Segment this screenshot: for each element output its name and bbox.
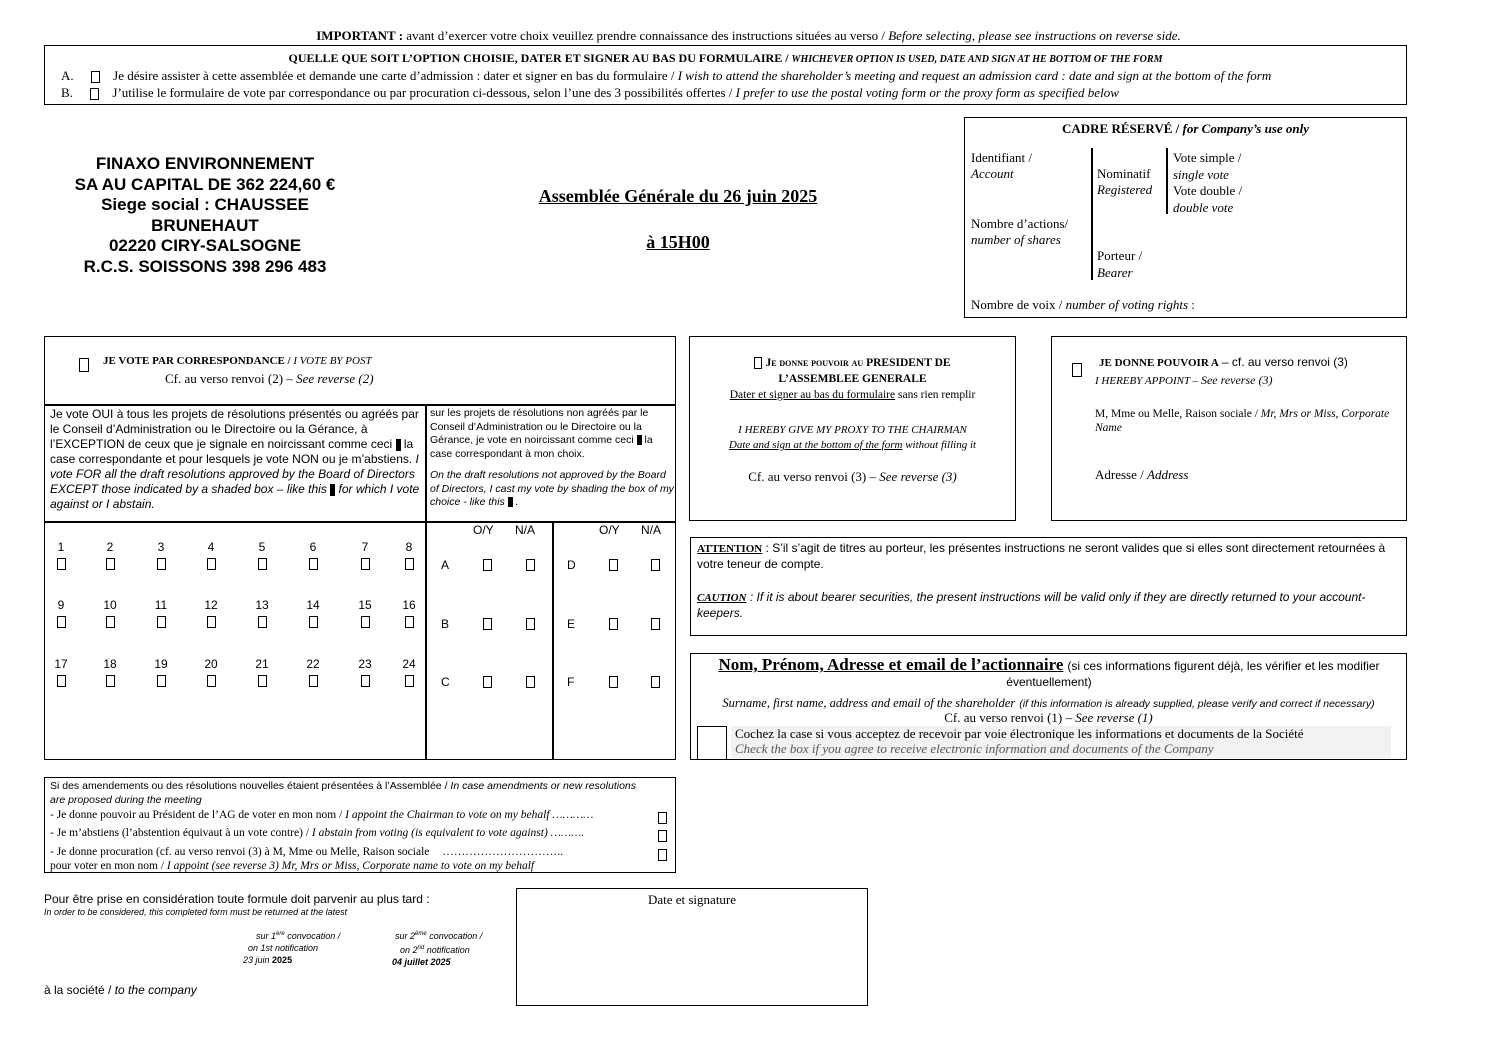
company-en: to the company <box>114 983 197 997</box>
reserved-vote-double: Vote double / <box>1173 183 1243 198</box>
resolution-number: 7 <box>361 540 369 554</box>
no-abstain-checkbox[interactable] <box>526 618 535 630</box>
amendments-opt3-dots: ………………………….. <box>442 846 564 858</box>
c1-conv: convocation / <box>287 931 341 941</box>
proxy-president-en-2-u: Date and sign at the bottom of the form <box>728 439 903 451</box>
c2-conv: convocation / <box>429 931 483 941</box>
attention-label: ATTENTION <box>697 543 763 555</box>
c2-en: notification <box>426 945 470 955</box>
amendments-intro-en: In case amendments or new resolutions are proposed during the meeting <box>50 780 637 806</box>
reserved-divider-2 <box>1166 148 1168 214</box>
resolution-number: 11 <box>154 598 168 612</box>
resolution-checkbox[interactable] <box>258 558 267 570</box>
vote-post-left-en-2: for which I vote against or I abstain. <box>50 482 420 511</box>
proxy-other-title-ref: – cf. au verso renvoi (3) <box>1221 355 1348 369</box>
proxy-other-en-ref: See reverse (3) <box>1200 373 1273 387</box>
important-fr: avant d’exercer votre choix veuillez prendre connaissance des instructions situées au verso / <box>406 28 885 43</box>
shareholder-title-note: (si ces informations figurent déjà, les vérifier et les modifier éventuellement) <box>1006 659 1380 689</box>
resolution-number: 20 <box>204 657 218 671</box>
c1-year: 2025 <box>272 955 293 965</box>
proxy-president-title-2: L’ASSEMBLEE GENERALE <box>778 373 927 385</box>
c2-date: 04 juillet 2025 <box>392 957 451 967</box>
resolution-number: 16 <box>402 598 416 612</box>
option-b-letter: B. <box>61 85 73 100</box>
no-abstain-checkbox[interactable] <box>651 618 660 630</box>
resolution-number: 10 <box>103 598 117 612</box>
vote-post-ref-fr: Cf. au verso renvoi (2) – <box>165 371 293 386</box>
amendments-opt3-fr: - Je donne procuration (cf. au verso renvoi (3) à M, Mme ou Melle, Raison sociale <box>50 846 430 858</box>
resolution-letter: F <box>567 675 575 689</box>
attention-text: : S’il s’agit de titres au porteur, les présentes instructions ne seront valides que si elles sont directement retournées à votre teneur de compte. <box>697 541 1386 571</box>
resolution-number: 1 <box>57 540 65 554</box>
attention-box <box>690 537 1407 636</box>
vote-post-hline-1 <box>45 404 675 406</box>
deadline-col-1 <box>240 928 340 966</box>
caution-text: : If it is about bearer securities, the present instructions will be valid only if they are directly returned to your account-keepers. <box>697 590 1366 620</box>
reserved-nombre-voix: Nombre de voix / <box>971 297 1063 312</box>
resolution-checkbox[interactable] <box>157 558 166 570</box>
amendments-box <box>44 777 676 873</box>
reserved-identifiant: Identifiant / <box>971 150 1033 165</box>
reserved-number-shares: number of shares <box>971 232 1061 247</box>
resolution-checkbox[interactable] <box>258 616 267 628</box>
c1-en: on 1st notification <box>248 943 319 953</box>
amendments-intro-fr: Si des amendements ou des résolutions nouvelles étaient présentées à l’Assemblée / <box>50 780 448 792</box>
proxy-president-title-1: Je donne pouvoir au PRESIDENT DE <box>765 357 951 369</box>
reserved-nombre-actions: Nombre d’actions/ <box>971 216 1069 231</box>
shade-sample-icon <box>330 484 335 496</box>
resolution-number: 22 <box>306 657 320 671</box>
deadline-en: In order to be considered, this completed form must be returned at the latest <box>44 907 348 917</box>
option-a-checkbox[interactable] <box>91 71 100 83</box>
proxy-other-name-en: Mr, Mrs or Miss, Corporate Name <box>1095 408 1390 434</box>
vote-post-left-fr-2: la case correspondante et pour lesquels je vote NON ou je m’abstiens. <box>50 437 414 466</box>
signature-box[interactable] <box>516 888 868 1006</box>
company-rcs: R.C.S. SOISSONS 398 296 483 <box>83 256 327 276</box>
consent-en: Check the box if you agree to receive electronic information and documents of the Company <box>735 741 1214 756</box>
vote-post-right-fr-1: sur les projets de résolutions non agréés par le Conseil d’Administration ou le Directoire ou la Gérance, je vote en noircissant comme ceci <box>430 407 649 446</box>
shade-sample-icon <box>396 439 401 451</box>
to-company <box>44 983 197 997</box>
reserved-bearer: Bearer <box>1097 264 1133 280</box>
resolution-number: 23 <box>358 657 372 671</box>
reserved-registered: Registered <box>1097 182 1153 197</box>
resolution-checkbox[interactable] <box>361 558 370 570</box>
no-abstain-checkbox[interactable] <box>651 676 660 688</box>
amendments-opt1-fr: - Je donne pouvoir au Président de l’AG de voter en mon nom / <box>50 809 343 821</box>
option-title-en: WHICHEVER OPTION IS USED, DATE AND SIGN AT HE BOTTOM OF THE FORM <box>791 54 1163 65</box>
option-a-fr: Je désire assister à cette assemblée et demande une carte d’admission : dater et signer en bas du formulaire / <box>113 68 675 83</box>
shareholder-en: Surname, first name, address and email of the shareholder <box>722 696 1016 710</box>
resolution-checkbox[interactable] <box>57 558 66 570</box>
amendments-opt2-checkbox[interactable] <box>658 830 667 842</box>
resolution-checkbox[interactable] <box>361 675 370 687</box>
proxy-president-en-2: without filling it <box>905 439 977 451</box>
resolution-letter: B <box>441 617 450 631</box>
proxy-other-addr-en: Address <box>1147 467 1189 482</box>
resolution-number: 18 <box>103 657 117 671</box>
resolution-checkbox[interactable] <box>106 675 115 687</box>
resolution-checkbox[interactable] <box>405 558 414 570</box>
vote-post-ref-en: See reverse (2) <box>296 371 374 386</box>
vote-post-left-fr-1: Je vote OUI à tous les projets de résolutions présentés ou agréés par le Conseil d’Administration ou le Directoire ou la Gérance, à l’EXCEPTION de ceux que je signale en noircissant comme ceci <box>50 407 419 451</box>
option-box <box>44 45 1407 105</box>
resolution-checkbox[interactable] <box>106 558 115 570</box>
vote-post-vline-2 <box>552 521 554 759</box>
vote-post-right-fr-2: la case correspondant à mon choix. <box>430 434 653 460</box>
resolution-checkbox[interactable] <box>309 558 318 570</box>
resolution-checkbox[interactable] <box>106 616 115 628</box>
option-a-en: I wish to attend the shareholder’s meeting and request an admission card : date and sign at the bottom of the form <box>677 68 1272 83</box>
yes-checkbox[interactable] <box>609 676 618 688</box>
resolution-checkbox[interactable] <box>207 675 216 687</box>
consent-fr: Cochez la case si vous acceptez de recevoir par voie électronique les informations et documents de la Société <box>735 726 1304 741</box>
shareholder-title: Nom, Prénom, Adresse et email de l’actionnaire <box>718 655 1064 674</box>
vote-post-vline <box>425 404 427 759</box>
reserved-title-fr: CADRE RÉSERVÉ / <box>1061 121 1180 136</box>
reserved-colon: : <box>1191 297 1195 312</box>
proxy-president-checkbox[interactable] <box>754 357 762 369</box>
company-street: BRUNEHAUT <box>151 215 259 235</box>
resolution-checkbox[interactable] <box>258 675 267 687</box>
resolution-checkbox[interactable] <box>361 616 370 628</box>
proxy-president-sub-fr-u: Dater et signer au bas du formulaire <box>729 389 896 401</box>
reserved-divider-1 <box>1091 148 1093 280</box>
resolution-checkbox[interactable] <box>309 675 318 687</box>
company-name: FINAXO ENVIRONNEMENT <box>95 154 315 173</box>
shareholder-ref-en: See reverse (1) <box>1075 710 1153 725</box>
resolution-checkbox[interactable] <box>157 616 166 628</box>
na-header-right: N/A <box>641 523 662 537</box>
proxy-other-en: I HEREBY APPOINT – <box>1095 375 1199 387</box>
oy-header-right: O/Y <box>599 523 620 537</box>
yes-checkbox[interactable] <box>483 559 492 571</box>
amendments-opt1-checkbox[interactable] <box>658 812 667 824</box>
resolution-letter: E <box>567 617 576 631</box>
resolution-letter: A <box>441 558 450 572</box>
proxy-president-sub-fr: sans rien remplir <box>898 389 976 401</box>
reserved-title-en: for Company’s use only <box>1182 121 1310 136</box>
deadline-col-2 <box>392 928 482 968</box>
yes-checkbox[interactable] <box>483 618 492 630</box>
resolution-checkbox[interactable] <box>207 616 216 628</box>
reserved-porteur: Porteur / <box>1097 248 1143 263</box>
yes-checkbox[interactable] <box>609 618 618 630</box>
proxy-other-checkbox[interactable] <box>1072 363 1082 377</box>
no-abstain-checkbox[interactable] <box>526 676 535 688</box>
resolution-number: 21 <box>255 657 269 671</box>
resolution-number: 5 <box>258 540 266 554</box>
company-block <box>60 154 350 277</box>
resolution-checkbox[interactable] <box>405 675 414 687</box>
option-b-row <box>61 85 1119 101</box>
vote-post-right-text <box>430 407 674 510</box>
reserved-nominatif: Nominatif <box>1097 166 1151 181</box>
c1-sup: ère <box>276 931 285 937</box>
option-title-fr: QUELLE QUE SOIT L’OPTION CHOISIE, DATER ET SIGNER AU BAS DU FORMULAIRE / <box>288 51 789 65</box>
reserved-account: Account <box>971 166 1014 181</box>
resolution-checkbox[interactable] <box>405 616 414 628</box>
amendments-opt3-checkbox[interactable] <box>658 849 667 861</box>
shareholder-ref-fr: Cf. au verso renvoi (1) – <box>944 710 1073 725</box>
vote-post-left-en-1: I vote FOR all the draft resolutions approved by the Board of Directors EXCEPT those indicated by a shaded box – like this <box>50 452 419 496</box>
resolution-letter: D <box>567 558 576 572</box>
important-en: Before selecting, please see instructions on reverse side. <box>888 28 1181 43</box>
resolution-number: 4 <box>207 540 215 554</box>
c1-date: 23 juin <box>243 955 270 965</box>
proxy-other-title: JE DONNE POUVOIR A <box>1099 357 1219 369</box>
company-capital: SA AU CAPITAL DE 362 224,60 € <box>74 174 336 194</box>
amendments-opt2-fr: - Je m’abstiens (l’abstention équivaut à un vote contre) / <box>50 827 309 839</box>
resolution-number: 8 <box>405 540 413 554</box>
proxy-president-ref-en: See reverse (3) <box>879 469 957 484</box>
shade-sample-icon <box>637 435 642 445</box>
amendments-opt3-fr2: pour voter en mon nom / <box>50 860 165 872</box>
proxy-president-box <box>689 336 1016 521</box>
reserved-box <box>964 117 1407 318</box>
caution-label: CAUTION <box>697 592 747 604</box>
resolution-checkbox[interactable] <box>309 616 318 628</box>
yes-checkbox[interactable] <box>609 559 618 571</box>
resolution-checkbox[interactable] <box>157 675 166 687</box>
option-a-letter: A. <box>61 68 74 83</box>
vote-post-right-en-2: . <box>515 496 519 508</box>
important-notice <box>0 28 1497 44</box>
company-siege: Siege social : CHAUSSEE <box>101 195 309 214</box>
consent-checkbox[interactable] <box>697 726 727 759</box>
reserved-vote-simple: Vote simple / <box>1173 150 1242 165</box>
vote-post-title-fr: JE VOTE PAR CORRESPONDANCE / <box>103 355 291 367</box>
vote-post-box <box>44 336 676 760</box>
c1-sur: sur 1 <box>256 931 277 941</box>
no-abstain-checkbox[interactable] <box>526 559 535 571</box>
proxy-other-addr-fr: Adresse / <box>1095 467 1144 482</box>
c2-sup: ème <box>415 931 427 937</box>
vote-post-right-en-1: On the draft resolutions not approved by the Board of Directors, I cast my vote by shading the box of my choice - like this <box>430 469 674 508</box>
resolution-number: 6 <box>309 540 317 554</box>
amendments-opt1-en: I appoint the Chairman to vote on my behalf ………… <box>345 809 594 821</box>
resolution-number: 24 <box>402 657 416 671</box>
signature-label: Date et signature <box>647 892 737 907</box>
amendments-opt2-en: I abstain from voting (is equivalent to vote against) ………. <box>311 827 585 839</box>
vote-post-title-en: I VOTE BY POST <box>293 355 372 367</box>
proxy-president-en-1: I HEREBY GIVE MY PROXY TO THE CHAIRMAN <box>738 424 967 436</box>
resolution-checkbox[interactable] <box>207 558 216 570</box>
vote-post-checkbox[interactable] <box>79 358 89 372</box>
na-header-left: N/A <box>515 523 536 537</box>
proxy-president-ref-fr: Cf. au verso renvoi (3) – <box>748 469 877 484</box>
vote-post-hline-2 <box>45 521 675 523</box>
resolution-number: 12 <box>204 598 218 612</box>
vote-post-left-text <box>50 407 422 512</box>
yes-checkbox[interactable] <box>483 676 492 688</box>
resolution-number: 14 <box>306 598 320 612</box>
option-b-fr: J’utilise le formulaire de vote par correspondance ou par procuration ci-dessous, selon l’une des 3 possibilités offertes / <box>112 85 733 100</box>
resolution-number: 13 <box>255 598 269 612</box>
no-abstain-checkbox[interactable] <box>651 559 660 571</box>
reserved-double-vote: double vote <box>1173 199 1234 215</box>
consent-row <box>731 726 1391 758</box>
important-label: IMPORTANT : <box>316 28 404 43</box>
meeting-time: à 15H00 <box>646 232 710 252</box>
resolution-letter: C <box>441 675 450 689</box>
meeting-title: Assemblée Générale du 26 juin 2025 <box>538 186 818 206</box>
resolution-checkbox[interactable] <box>57 616 66 628</box>
deadline-fr: Pour être prise en considération toute formule doit parvenir au plus tard : <box>44 892 430 906</box>
resolution-number: 3 <box>157 540 165 554</box>
resolution-number: 9 <box>57 598 65 612</box>
reserved-single-vote: single vote <box>1173 166 1229 182</box>
shade-sample-icon <box>508 497 513 507</box>
proxy-other-box <box>1051 336 1407 521</box>
c2-en-pre: on 2 <box>400 945 418 955</box>
option-b-en: I prefer to use the postal voting form or the proxy form as specified below <box>735 85 1119 100</box>
reserved-voting-rights: number of voting rights <box>1065 297 1189 312</box>
c2-en-sup: nd <box>417 945 425 951</box>
shareholder-en-note: (if this information is already supplied, please verify and correct if necessary) <box>1019 698 1375 710</box>
c2-sur: sur 2 <box>395 931 416 941</box>
oy-header-left: O/Y <box>473 523 494 537</box>
shareholder-box <box>690 653 1407 760</box>
resolution-number: 17 <box>54 657 68 671</box>
resolution-number: 2 <box>106 540 114 554</box>
resolution-number: 15 <box>358 598 372 612</box>
company-city: 02220 CIRY-SALSOGNE <box>108 236 302 255</box>
resolution-checkbox[interactable] <box>57 675 66 687</box>
option-a-row <box>61 68 1271 84</box>
proxy-other-name-fr: M, Mme ou Melle, Raison sociale / <box>1095 408 1258 420</box>
resolution-number: 19 <box>154 657 168 671</box>
company-fr: à la société / <box>44 983 112 997</box>
option-b-checkbox[interactable] <box>90 88 99 100</box>
amendments-opt3-en: I appoint (see reverse 3) Mr, Mrs or Miss, Corporate name to vote on my behalf <box>166 860 535 872</box>
